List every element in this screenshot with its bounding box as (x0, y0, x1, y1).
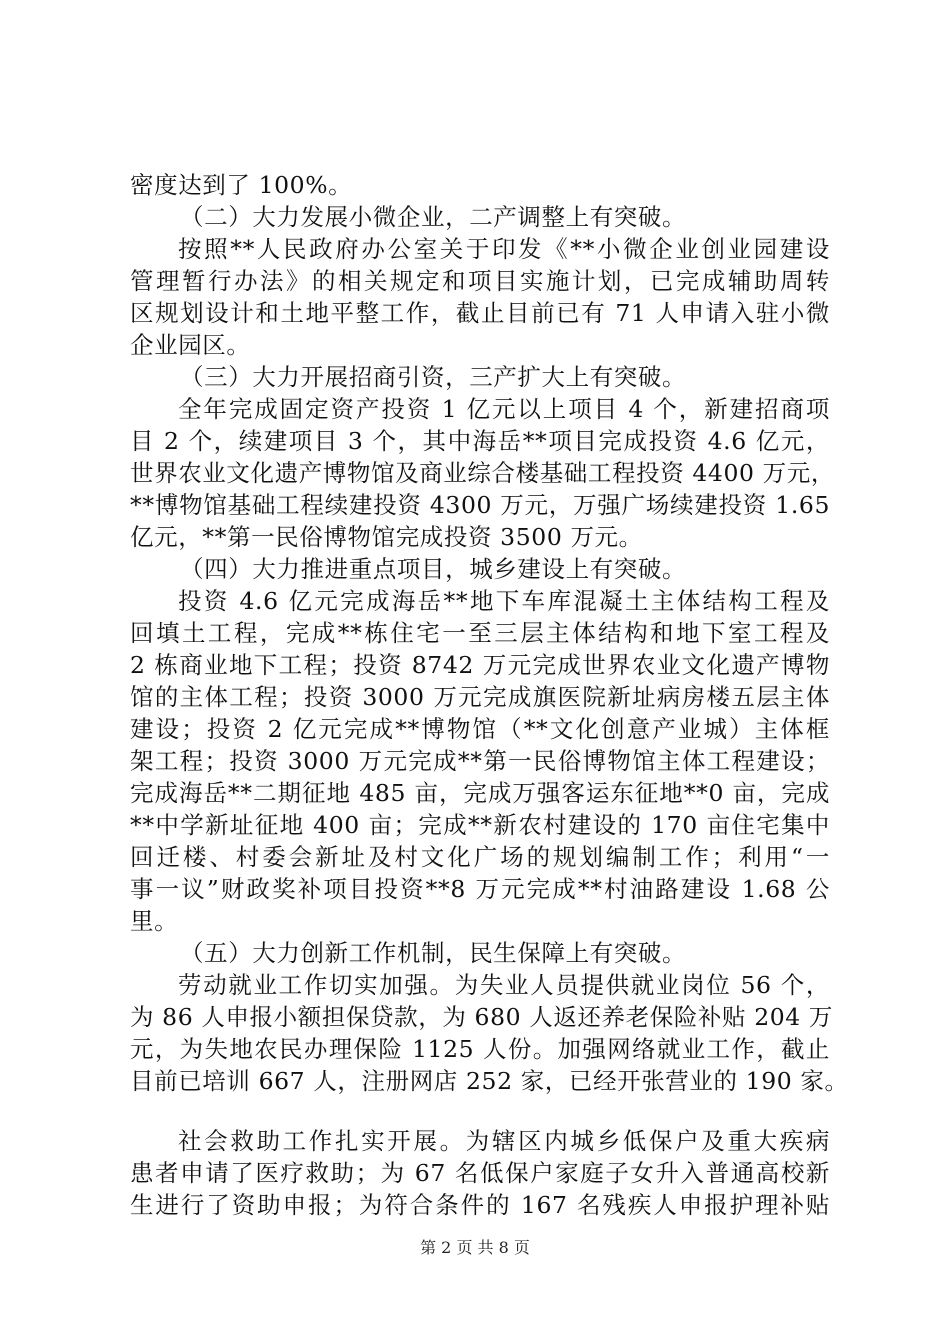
text-line: 劳动就业工作切实加强。为失业人员提供就业岗位 56 个， (178, 971, 830, 999)
text-line: 为 86 人申报小额担保贷款，为 680 人返还养老保险补贴 204 万 (130, 1003, 834, 1031)
text-line: 架工程；投资 3000 万元完成**第一民俗博物馆主体工程建设； (130, 747, 830, 775)
text-line: 完成海岳**二期征地 485 亩，完成万强客运东征地**0 亩，完成 (130, 779, 830, 807)
section-heading: （四）大力推进重点项目，城乡建设上有突破。 (180, 555, 687, 583)
text-line: 管理暂行办法》的相关规定和项目实施计划，已完成辅助周转 (130, 267, 830, 295)
text-line: 区规划设计和土地平整工作，截止目前已有 71 人申请入驻小微 (130, 299, 830, 327)
text-line: 目 2 个，续建项目 3 个，其中海岳**项目完成投资 4.6 亿元， (130, 427, 830, 455)
text-line: 亿元，**第一民俗博物馆完成投资 3500 万元。 (130, 523, 643, 551)
section-heading: （三）大力开展招商引资，三产扩大上有突破。 (180, 363, 687, 391)
text-line: 回填土工程，完成**栋住宅一至三层主体结构和地下室工程及 (130, 619, 830, 647)
text-line: **博物馆基础工程续建投资 4300 万元，万强广场续建投资 1.65 (130, 491, 830, 519)
text-line: 建设；投资 2 亿元完成**博物馆（**文化创意产业城）主体框 (130, 715, 830, 743)
text-line: 密度达到了 100%。 (130, 171, 353, 199)
text-line: 里。 (130, 907, 179, 935)
text-line: 患者申请了医疗救助；为 67 名低保户家庭子女升入普通高校新 (130, 1159, 830, 1187)
text-line: **中学新址征地 400 亩；完成**新农村建设的 170 亩住宅集中 (130, 811, 830, 839)
text-line: 世界农业文化遗产博物馆及商业综合楼基础工程投资 4400 万元， (130, 459, 835, 487)
text-line: 2 栋商业地下工程；投资 8742 万元完成世界农业文化遗产博物 (130, 651, 830, 679)
text-line: 目前已培训 667 人，注册网店 252 家，已经开张营业的 190 家。 (130, 1067, 849, 1095)
text-line: 企业园区。 (130, 331, 251, 359)
text-line: 投资 4.6 亿元完成海岳**地下车库混凝土主体结构工程及 (178, 587, 830, 615)
section-heading: （二）大力发展小微企业，二产调整上有突破。 (180, 203, 687, 231)
text-line: 回迁楼、村委会新址及村文化广场的规划编制工作；利用“一 (130, 843, 830, 871)
text-line: 社会救助工作扎实开展。为辖区内城乡低保户及重大疾病 (178, 1127, 830, 1155)
text-line: 馆的主体工程；投资 3000 万元完成旗医院新址病房楼五层主体 (130, 683, 830, 711)
page-footer: 第 2 页 共 8 页 (420, 1238, 530, 1257)
text-line: 按照**人民政府办公室关于印发《**小微企业创业园建设 (178, 235, 830, 263)
section-heading: （五）大力创新工作机制，民生保障上有突破。 (180, 939, 687, 967)
text-line: 全年完成固定资产投资 1 亿元以上项目 4 个，新建招商项 (178, 395, 830, 423)
text-line: 元，为失地农民办理保险 1125 人份。加强网络就业工作，截止 (130, 1035, 830, 1063)
text-line: 生进行了资助申报；为符合条件的 167 名残疾人申报护理补贴 (130, 1191, 830, 1219)
text-line: 事一议”财政奖补项目投资**8 万元完成**村油路建设 1.68 公 (130, 875, 830, 903)
